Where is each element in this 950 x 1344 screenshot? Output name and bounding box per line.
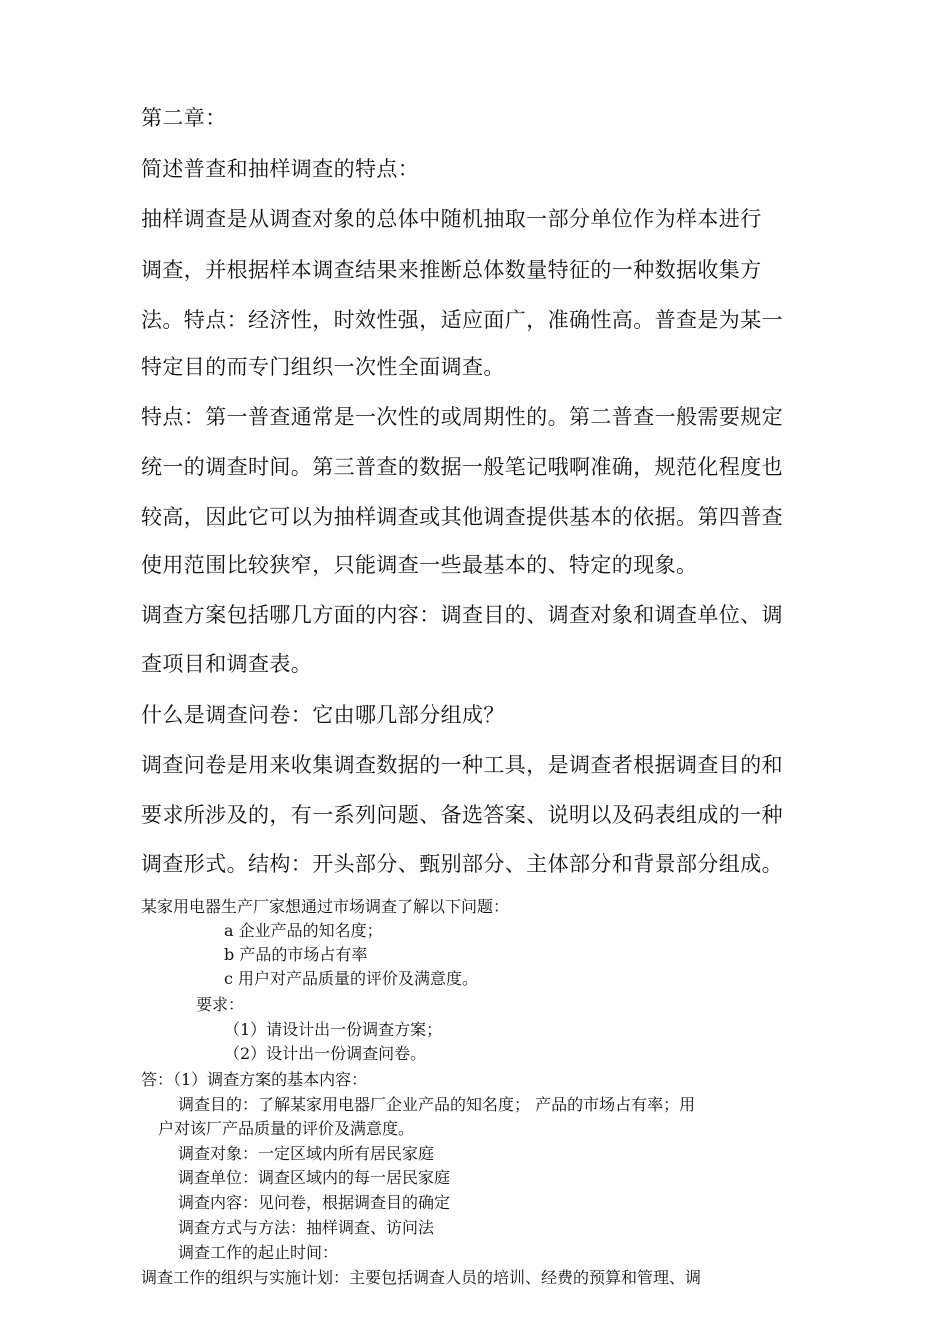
paragraph-line: 调查方案包括哪几方面的内容：调查目的、调查对象和调查单位、调 (141, 603, 783, 627)
paragraph-line: 特点：第一普查通常是一次性的或周期性的。第二普查一般需要规定 (141, 405, 783, 429)
paragraph-line: 查项目和调查表。 (141, 652, 313, 676)
paragraph-line: 调查，并根据样本调查结果来推断总体数量特征的一种数据收集方 (141, 258, 762, 282)
case-item: c 用户对产品质量的评价及满意度。 (224, 969, 479, 988)
requirement-item: （2）设计出一份调查问卷。 (224, 1044, 427, 1063)
answer-line: 调查目的：了解某家用电器厂企业产品的知名度； 产品的市场占有率；用 (178, 1095, 696, 1114)
answer-line: 户对该厂产品质量的评价及满意度。 (158, 1119, 415, 1138)
chapter-title: 第二章： (141, 106, 227, 130)
question-heading: 简述普查和抽样调查的特点： (141, 157, 420, 181)
answer-line: 调查对象：一定区域内所有居民家庭 (178, 1144, 435, 1163)
paragraph-line: 要求所涉及的，有一系列问题、备选答案、说明以及码表组成的一种 (141, 803, 783, 827)
paragraph-line: 特定目的而专门组织一次性全面调查。 (141, 355, 505, 379)
answer-line: 调查内容：见问卷，根据调查目的确定 (178, 1193, 451, 1212)
answer-line: 调查方式与方法：抽样调查、访问法 (178, 1218, 435, 1237)
requirement-item: （1）请设计出一份调查方案； (224, 1020, 443, 1039)
paragraph-line: 抽样调查是从调查对象的总体中随机抽取一部分单位作为样本进行 (141, 207, 762, 231)
case-item: a 企业产品的知名度； (224, 921, 383, 940)
question-heading: 什么是调查问卷：它由哪几部分组成？ (141, 703, 505, 727)
paragraph-line: 调查形式。结构：开头部分、甄别部分、主体部分和背景部分组成。 (141, 852, 783, 876)
requirement-label: 要求： (196, 995, 245, 1014)
answer-line: 调查单位：调查区域内的每一居民家庭 (178, 1168, 451, 1187)
answer-line: 调查工作的组织与实施计划：主要包括调查人员的培训、经费的预算和管理、调 (141, 1268, 702, 1287)
paragraph-line: 统一的调查时间。第三普查的数据一般笔记哦啊准确，规范化程度也 (141, 455, 783, 479)
paragraph-line: 调查问卷是用来收集调查数据的一种工具，是调查者根据调查目的和 (141, 753, 783, 777)
answer-heading: 答：（1）调查方案的基本内容： (141, 1070, 368, 1089)
paragraph-line: 较高，因此它可以为抽样调查或其他调查提供基本的依据。第四普查 (141, 505, 783, 529)
paragraph-line: 使用范围比较狭窄，只能调查一些最基本的、特定的现象。 (141, 553, 698, 577)
case-item: b 产品的市场占有率 (224, 945, 368, 964)
answer-line: 调查工作的起止时间： (178, 1243, 339, 1262)
case-intro: 某家用电器生产厂家想通过市场调查了解以下问题： (141, 897, 510, 916)
paragraph-line: 法。特点：经济性，时效性强，适应面广，准确性高。普查是为某一 (141, 308, 783, 332)
